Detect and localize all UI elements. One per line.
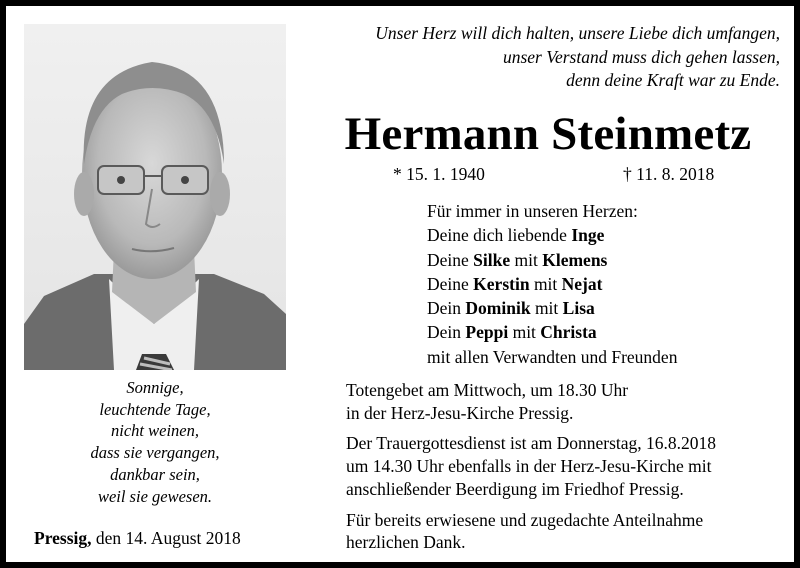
mourner-prefix: Deine dich liebende <box>427 225 572 246</box>
info-line: Für bereits erwiesene und zugedachte Anteilnahme <box>346 509 704 530</box>
poem-line: dankbar sein, <box>110 464 200 484</box>
mourner-prefix: Dein <box>427 322 466 343</box>
info-line: Der Trauergottesdienst ist am Donnerstag, 16.8.2018 <box>346 433 717 454</box>
mourner-name: Inge <box>571 225 605 246</box>
mourner-name: Silke <box>473 249 511 270</box>
date: den 14. August 2018 <box>91 528 241 548</box>
quote-line: denn deine Kraft war zu Ende. <box>566 70 780 90</box>
portrait-image <box>24 24 286 370</box>
poem-line: weil sie gewesen. <box>97 486 213 506</box>
prayer-info <box>346 379 786 424</box>
poem <box>24 377 286 507</box>
mourner-connector: mit <box>510 249 543 270</box>
deceased-name: Hermann Steinmetz <box>344 108 752 160</box>
mourner-connector: mit <box>529 273 562 294</box>
service-info <box>346 379 786 562</box>
mourner-line <box>427 248 677 272</box>
mourner-line <box>427 223 677 247</box>
mourners-closing: mit allen Verwandten und Freunden <box>427 346 678 367</box>
place-and-date <box>34 528 241 549</box>
death-date: † 11. 8. 2018 <box>623 164 715 184</box>
mourner-partner-name: Christa <box>540 322 597 343</box>
mourner-line <box>427 320 677 344</box>
info-line: Totengebet am Mittwoch, um 18.30 Uhr <box>346 380 629 400</box>
obituary-notice <box>6 6 794 562</box>
mourner-connector: mit <box>508 322 541 343</box>
mourner-name: Peppi <box>465 322 509 343</box>
mourner-connector: mit <box>530 298 563 319</box>
mourner-partner-name: Klemens <box>542 249 608 270</box>
info-line: um 14.30 Uhr ebenfalls in der Herz-Jesu-Kirche mit <box>346 456 712 477</box>
poem-line: dass sie vergangen, <box>90 443 220 463</box>
mourner-name: Kerstin <box>473 273 530 294</box>
mourner-line <box>427 272 677 296</box>
quote-line: Unser Herz will dich halten, unsere Liebe dich umfangen, <box>375 23 780 43</box>
mourner-prefix: Dein <box>427 298 466 319</box>
portrait-photo <box>24 24 286 370</box>
mourners-list <box>427 199 677 369</box>
info-line: in der Herz-Jesu-Kirche Pressig. <box>346 402 574 423</box>
mourner-partner-name: Nejat <box>561 273 603 294</box>
mourner-line <box>427 296 677 320</box>
mourner-prefix: Deine <box>427 273 474 294</box>
place: Pressig, <box>34 528 92 548</box>
poem-line: nicht weinen, <box>111 421 199 441</box>
mourner-prefix: Deine <box>427 249 474 270</box>
quote <box>300 22 780 93</box>
poem-line: Sonnige, <box>126 378 184 397</box>
mourners-intro: Für immer in unseren Herzen: <box>427 201 638 221</box>
birth-date: * 15. 1. 1940 <box>393 164 485 184</box>
quote-line: unser Verstand muss dich gehen lassen, <box>502 46 780 67</box>
mourner-name: Dominik <box>465 298 531 319</box>
info-line: herzlichen Dank. <box>346 532 466 553</box>
thanks-info <box>346 509 786 554</box>
info-line: anschließender Beerdigung im Friedhof Pressig. <box>346 478 684 499</box>
funeral-service-info <box>346 432 786 500</box>
mourner-partner-name: Lisa <box>562 298 595 319</box>
poem-line: leuchtende Tage, <box>99 399 211 419</box>
